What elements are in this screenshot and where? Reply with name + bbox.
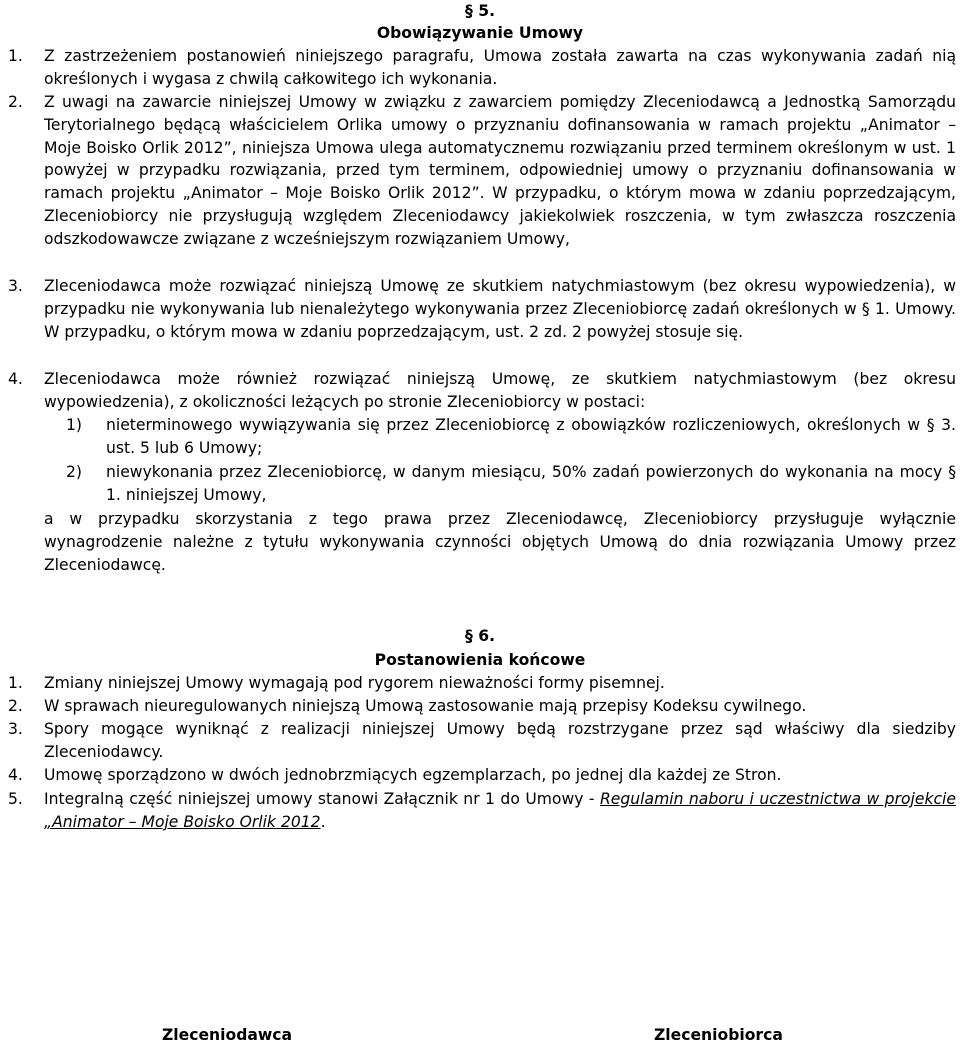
section-5-title: Obowiązywanie Umowy xyxy=(376,24,584,42)
item-number: 1. xyxy=(8,674,23,692)
section-6-title: Postanowienia końcowe xyxy=(374,651,586,669)
signature-right-label: Zleceniobiorca xyxy=(654,1026,783,1044)
item-number: 2. xyxy=(8,697,23,715)
item-text: Spory mogące wyniknąć z realizacji niniejszej Umowy będą rozstrzygane przez sąd właściwy dla siedziby Zleceniodawcy. xyxy=(44,720,956,761)
subitem-number: 2) xyxy=(66,463,83,481)
item-number: 3. xyxy=(8,720,23,738)
item-text: W sprawach nieuregulowanych niniejszą Umową zastosowanie mają przepisy Kodeksu cywilnego. xyxy=(44,697,807,715)
item-number: 4. xyxy=(8,370,23,388)
item-text-after: . xyxy=(320,812,326,831)
subitem-number: 1) xyxy=(66,416,83,434)
project-name-reference: „Animator – Moje Boisko Orlik 2012 xyxy=(44,812,321,831)
item-text: Zleceniodawca może również rozwiązać niniejszą Umowę, ze skutkiem natychmiastowym (bez okresu wypowiedzenia), z okoliczności leżących po stronie Zleceniobiorcy w postaci: xyxy=(44,370,956,411)
item-text: Zmiany niniejszej Umowy wymagają pod rygorem nieważności formy pisemnej. xyxy=(44,674,665,692)
item-number: 2. xyxy=(8,93,23,111)
section-5-number: § 5. xyxy=(465,2,495,20)
item-number: 3. xyxy=(8,277,23,295)
subitem-text: niewykonania przez Zleceniobiorcę, w danym miesiącu, 50% zadań powierzonych do wykonania na mocy § 1. niniejszej Umowy, xyxy=(106,463,956,504)
item-text: Z zastrzeżeniem postanowień niniejszego paragrafu, Umowa została zawarta na czas wykonywania zadań nią określonych i wygasa z chwilą całkowitego ich wykonania. xyxy=(44,47,956,88)
item-text xyxy=(44,788,956,834)
item-number: 1. xyxy=(8,47,23,65)
item-text: Z uwagi na zawarcie niniejszej Umowy w związku z zawarciem pomiędzy Zleceniodawcą a Jednostką Samorządu Terytorialnego będącą właścicielem Orlika umowy o przyznaniu dofinansowania w ramach projektu „Animator – Moje Boisko Orlik 2012”, niniejsza Umowa ulega automatycznemu rozwiązaniu przed terminem określonym w ust. 1 powyżej w przypadku rozwiązania, przed tym terminem, odpowiedniej umowy o przyznaniu dofinansowania w ramach projektu „Animator – Moje Boisko Orlik 2012”. W przypadku, o którym mowa w zdaniu poprzedzającym, Zleceniobiorcy nie przysługują względem Zleceniodawcy jakiekolwiek roszczenia, w tym zwłaszcza roszczenia odszkodowawcze związane z wcześniejszym rozwiązaniem Umowy, xyxy=(44,93,956,248)
item-text-before: Integralną część niniejszej umowy stanowi Załącznik nr 1 do Umowy - xyxy=(44,790,600,808)
item-text: Umowę sporządzono w dwóch jednobrzmiących egzemplarzach, po jednej dla każdej ze Stron. xyxy=(44,766,782,784)
item-number: 4. xyxy=(8,766,23,784)
subitem-text: nieterminowego wywiązywania się przez Zleceniobiorcę z obowiązków rozliczeniowych, określonych w § 3. ust. 5 lub 6 Umowy; xyxy=(106,416,956,457)
signature-left-label: Zleceniodawca xyxy=(162,1026,293,1044)
section-5-continuation: a w przypadku skorzystania z tego prawa przez Zleceniodawcę, Zleceniobiorcy przysługuje wyłącznie wynagrodzenie należne z tytułu wykonywania czynności objętych Umową do dnia rozwiązania Umowy przez Zleceniodawcę. xyxy=(44,510,956,574)
attachment-reference-link: Regulamin naboru i uczestnictwa w projekcie xyxy=(599,790,956,808)
item-text: Zleceniodawca może rozwiązać niniejszą Umowę ze skutkiem natychmiastowym (bez okresu wypowiedzenia), w przypadku nie wykonywania lub nienależytego wykonywania przez Zleceniobiorcę zadań określonych w § 1. Umowy. W przypadku, o którym mowa w zdaniu poprzedzającym, ust. 2 zd. 2 powyżej stosuje się. xyxy=(44,277,956,341)
item-number: 5. xyxy=(8,790,23,808)
section-6-number: § 6. xyxy=(465,627,495,645)
